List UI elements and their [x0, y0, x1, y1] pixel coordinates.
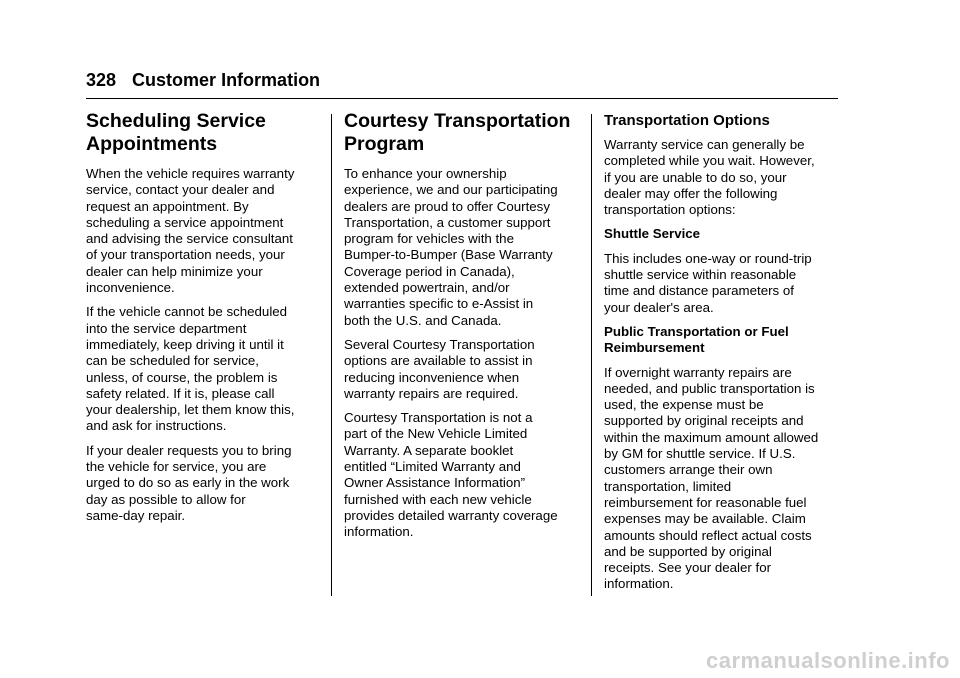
scheduling-paragraph-2: If the vehicle cannot be scheduled into the service department immediately, keep driving it until it can be scheduled for service, unless, of course, the problem is safety related. If it is, please call your dealership, let them know this, and ask for instructions.	[86, 304, 295, 434]
scheduling-paragraph-3: If your dealer requests you to bring the vehicle for service, you are urged to do so as early in the work day as possible to allow for same-day repair.	[86, 442, 292, 523]
scheduling-paragraph-1: When the vehicle requires warranty service, contact your dealer and request an appointment. By scheduling a service appointment and advising the service consultant of your transportation needs, your dealer can help minimize your inconvenience.	[86, 166, 295, 296]
courtesy-paragraph-1: To enhance your ownership experience, we and our participating dealers are proud to offer Courtesy Transportation, a customer support program for vehicles with the Bumper-to-Bumper (Base Warranty Coverage period in Canada), extended powertrain, and/or warranties specific to e-Assist in both the U.S. and Canada.	[344, 166, 558, 328]
courtesy-paragraph-3: Courtesy Transportation is not a part of the New Vehicle Limited Warranty. A separate booklet entitled “Limited Warranty and Owner Assistance Information” furnished with each new vehicle provides detailed warranty coverage information.	[344, 410, 558, 540]
scheduling-heading: Scheduling Service Appointments	[86, 110, 266, 155]
public-text: If overnight warranty repairs are needed, and public transportation is used, the expense must be supported by original receipts and within the maximum amount allowed by GM for shuttle service. If U.S. customers arrange their own transportation, limited reimbursement for reasonable fuel expenses may be available. Claim amounts should reflect actual costs and be supported by original receipts. See your dealer for information.	[604, 364, 819, 592]
page-header	[86, 70, 320, 91]
courtesy-paragraph-2: Several Courtesy Transportation options are available to assist in reducing inconvenience when warranty repairs are required.	[344, 336, 535, 401]
column-options	[604, 110, 842, 601]
options-intro: Warranty service can generally be completed while you wait. However, if you are unable to do so, your dealer may offer the following transportation options:	[604, 137, 815, 218]
courtesy-heading: Courtesy Transportation Program	[344, 110, 571, 155]
public-title: Public Transportation or Fuel Reimbursement	[604, 323, 789, 356]
column-divider-1	[331, 114, 332, 596]
section-title: Customer Information	[132, 70, 321, 90]
watermark: carmanualsonline.info	[706, 648, 950, 673]
page-number: 328	[86, 70, 117, 90]
shuttle-text: This includes one-way or round-trip shuttle service within reasonable time and distance parameters of your dealer's area.	[604, 250, 812, 315]
options-heading: Transportation Options	[604, 112, 770, 129]
column-divider-2	[591, 114, 592, 596]
column-scheduling	[86, 110, 318, 532]
header-rule	[86, 98, 838, 99]
shuttle-title: Shuttle Service	[604, 226, 701, 242]
column-courtesy	[344, 110, 584, 549]
